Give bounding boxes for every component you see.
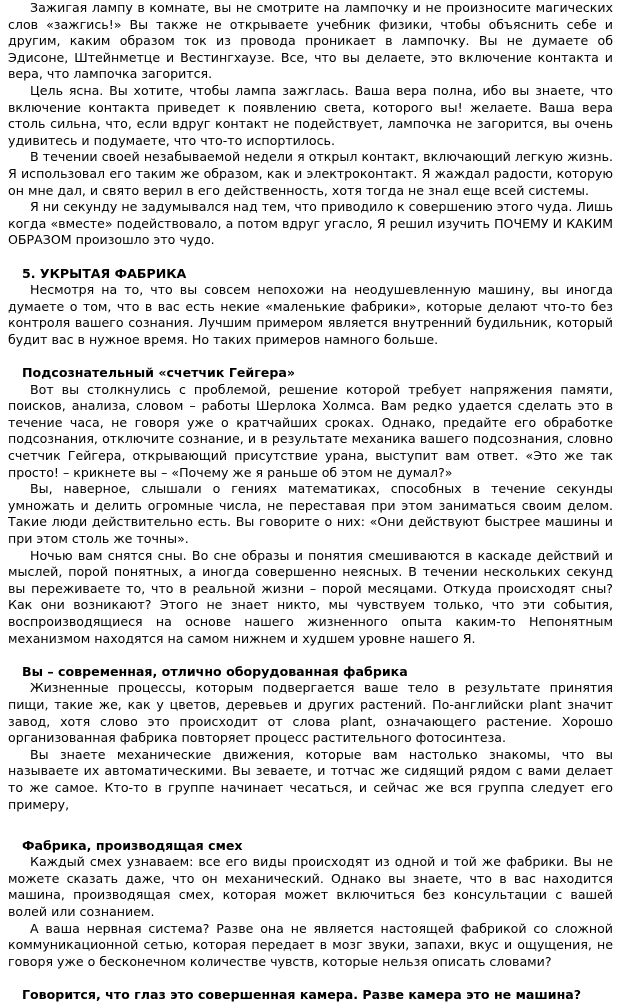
subheading-modern-factory: Вы – современная, отлично оборудованная фабрика: [22, 663, 408, 679]
subheading-geiger-counter: Подсознательный «счетчик Гейгера»: [22, 365, 295, 381]
paragraph-nervous-system: А ваша нервная система? Разве она не является настоящей фабрикой со сложной коммуникационной сетью, которая передает в мозг звуки, запахи, вкус и ощущения, не говоря уже о бесконечном количестве чувств, которые нельзя описать словами?: [8, 920, 613, 969]
heading-eye-camera: Говорится, что глаз это совершенная камера. Разве камера это не машина?: [22, 987, 582, 1003]
subheading-laughter-factory: Фабрика, производящая смех: [22, 837, 243, 853]
paragraph-goal: Цель ясна. Вы хотите, чтобы лампа зажглась. Ваша вера полна, ибо вы знаете, что включение контакта приведет к появлению света, которого вы! желаете. Ваша вера столь сильна, что, если вдруг контакт не подействует, лампочка не загорится, вы очень удивитесь и подумаете, что что-то испортилось.: [8, 82, 613, 148]
paragraph-laughter: Каждый смех узнаваем: все его виды происходят из одной и той же фабрики. Вы не можете сказать даже, что он механический. Однако вы знаете, что в вас находится машина, производящая смех, которая может включиться без консультации с вашей волей или сознанием.: [8, 854, 613, 920]
paragraph-yawning: Вы знаете механические движения, которые вам настолько знакомы, что вы называете их автоматическими. Вы зеваете, и тотчас же сидящий рядом с вами делает то же самое. Кто-то в группе начинает чесаться, и сейчас же вся группа следует его примеру,: [8, 746, 613, 812]
paragraph-dreams: Ночью вам снятся сны. Во сне образы и понятия смешиваются в каскаде действий и мыслей, порой понятных, а иногда совершенно неясных. В течении нескольких секунд вы переживаете то, что в реальной жизни – порой месяцами. Откуда происходят сны? Как они возникают? Этого не знает никто, мы чувствуем только, что эти события, воспроизводящиеся на основе нашего жизненного опыта каким-то Непонятным механизмом находятся на самом нижнем и худшем уровне нашего Я.: [8, 547, 613, 646]
paragraph-lamp: Зажигая лампу в комнате, вы не смотрите на лампочку и не произносите магических слов «зажгись!» Вы также не открываете учебник физики, чтобы объяснить себе и другим, каким образом ток из провода проникает в лампочку. Вы не думаете об Эдисоне, Штейнметце и Вестингхаузе. Все, что вы делаете, это включение контакта и вера, что лампочка загорится.: [8, 0, 613, 82]
paragraph-plant: Жизненные процессы, которым подвергается ваше тело в результате принятия пищи, такие же, как у цветов, деревьев и других растений. По-английски plant значит завод, хотя слово это происходит от слова plant, означающего растение. Хорошо организованная фабрика повторяет процесс растительного фотосинтеза.: [8, 680, 613, 746]
document-page: [8, 0, 613, 1004]
paragraph-mathematicians: Вы, наверное, слышали о гениях математиках, способных в течение секунды умножать и делить огромные числа, не переставая при этом заниматься своим делом. Такие люди действительно есть. Вы говорите о них: «Они действуют быстрее машины и при этом столь же точны».: [8, 481, 613, 546]
section-heading-hidden-factory: 5. УКРЫТАЯ ФАБРИКА: [22, 265, 187, 281]
paragraph-miracle: Я ни секунду не задумывался над тем, что приводило к совершению этого чуда. Лишь когда «вместе» подействовало, а потом вдруг угасло, Я решил изучить ПОЧЕМУ И КАКИМ ОБРАЗОМ произошло это чудо.: [8, 199, 613, 248]
paragraph-sherlock: Вот вы столкнулись с проблемой, решение которой требует напряжения памяти, поисков, анализа, словом – работы Шерлока Холмса. Вам редко удается сделать это в течение часа, не говоря уже о кратчайших сроках. Однако, предайте его обработке подсознания, отключите сознание, и в результате механика вашего подсознания, словно счетчик Гейгера, открывающий присутствие урана, выступит вам ответ. «Это же так просто! – крикнете вы – «Почему же я раньше об этом не думал?»: [8, 381, 613, 480]
paragraph-week: В течении своей незабываемой недели я открыл контакт, включающий легкую жизнь. Я использовал его таким же образом, как и электроконтакт. Я жаждал радости, которую он мне дал, и свято верил в его действенность, хотя тогда не знал еще всей системы.: [8, 149, 613, 198]
paragraph-alarm-clock: Несмотря на то, что вы совсем непохожи на неодушевленную машину, вы иногда думаете о том, что в вас есть некие «маленькие фабрики», которые делают что-то без контроля вашего сознания. Лучшим примером является внутренний будильник, который будит вас в нужное время. Но таких примеров намного больше.: [8, 282, 613, 347]
